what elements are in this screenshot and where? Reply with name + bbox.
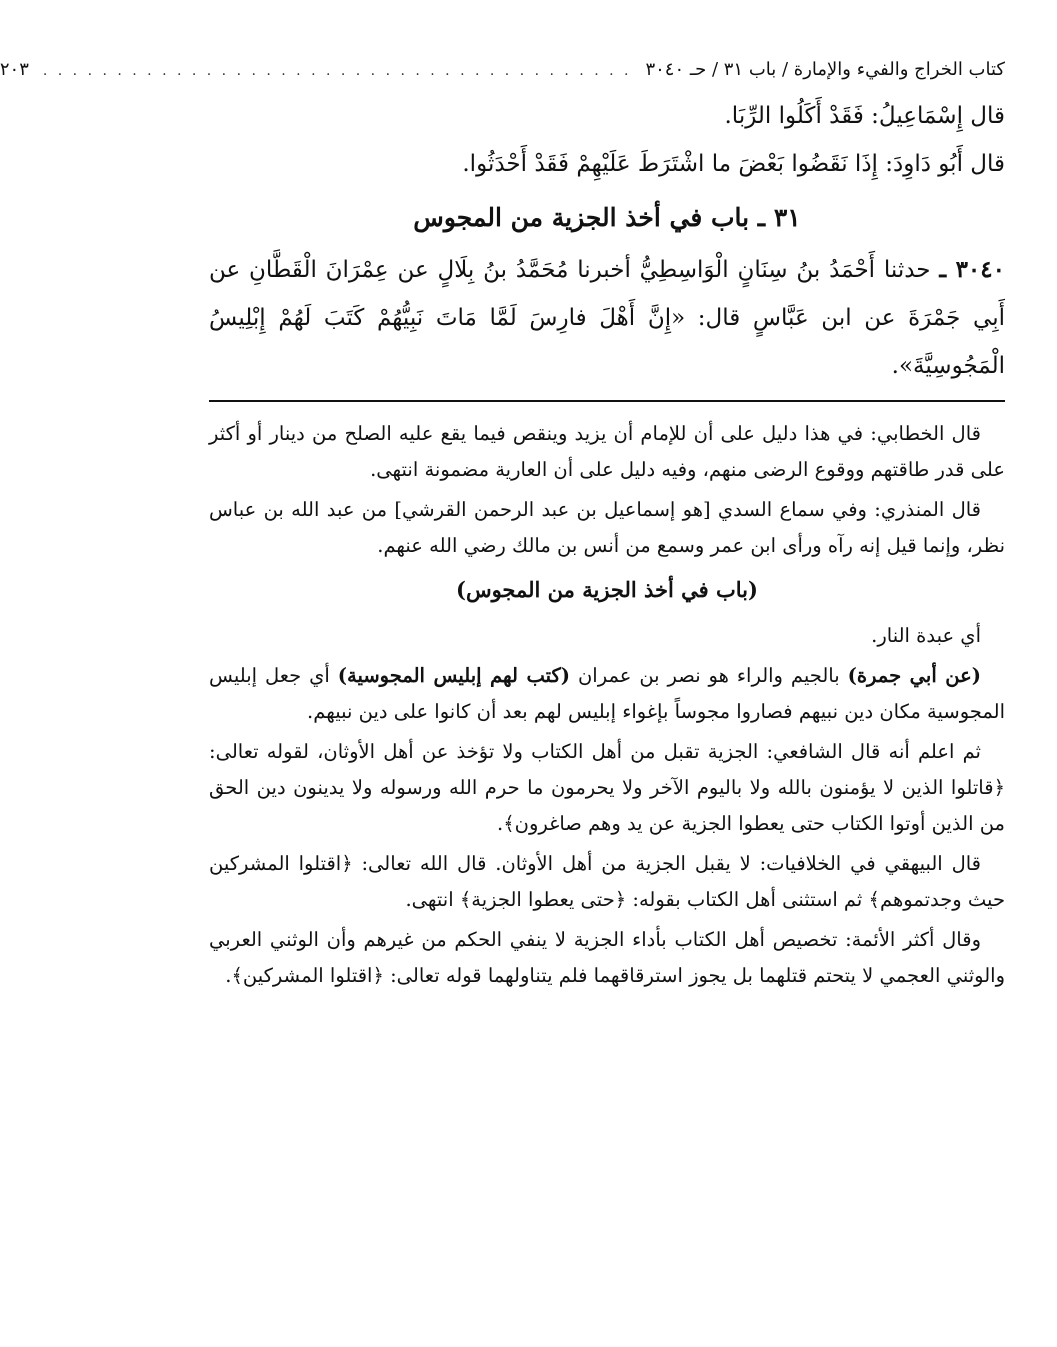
book-page — [0, 56, 1005, 998]
hadith-number: ٣٠٤٠ ـ — [939, 256, 1005, 283]
commentary-aimma: وقال أكثر الأئمة: تخصيص أهل الكتاب بأداء الجزية لا ينفي الحكم من غيرهم وأن الوثني العربي والوثني العجمي لا يتحتم قتلهما بل يجوز استرقاقهما فلم يتناولهما قوله تعالى: ﴿اقتلوا المشركين﴾. — [209, 928, 1005, 987]
hadith-body: حدثنا أَحْمَدُ بنُ سِنَانٍ الْوَاسِطِيُّ أخبرنا مُحَمَّدُ بنُ بِلَالٍ عن عِمْرَانَ الْقَطَّانِ عن أَبِي جَمْرَةَ عن ابن عَبَّاسٍ قال: «إِنَّ أَهْلَ فارِسَ لَمَّا مَاتَ نَبِيُّهُمْ كَتَبَ لَهُمْ إِبْلِيسُ الْمَجُوسِيَّةَ». — [209, 257, 1005, 379]
commentary-term-abu-jamra: (عن أبي جمرة) — [847, 664, 981, 687]
main-text-line-abu-dawud: قال أَبُو دَاوِدَ: إِذَا نَقَضُوا بَعْضَ ما اشْتَرَطَ عَلَيْهِمْ فَقَدْ أَحْدَثُوا. — [462, 151, 1005, 177]
commentary-meaning: أي عبدة النار. — [871, 624, 981, 647]
main-text-line-ismail: قال إِسْمَاعِيلُ: فَقَدْ أَكَلُوا الرِّبَا. — [724, 103, 1005, 129]
commentary-section — [209, 416, 1005, 994]
running-title: كتاب الخراج والفيء والإمارة / باب ٣١ / حـ ٣٠٤٠ — [645, 59, 1005, 80]
leader-dots: . . . . . . . . . . . . . . . . . . . . . . . . . . . . . . . . . . . . . . . . — [42, 63, 632, 79]
commentary-term-iblis: (كتب لهم إبليس المجوسية) — [337, 664, 571, 687]
commentary-abu-jamra-explanation: بالجيم والراء هو نصر بن عمران — [570, 664, 848, 687]
running-header — [0, 56, 1005, 90]
chapter-heading: ٣١ ـ باب في أخذ الجزية من المجوس — [413, 203, 801, 232]
main-text — [209, 92, 1005, 188]
commentary-bayhaqi: قال البيهقي في الخلافيات: لا يقبل الجزية من أهل الأوثان. قال الله تعالى: ﴿اقتلوا المشركين حيث وجدتموهم﴾ ثم استثنى أهل الكتاب بقوله: ﴿حتى يعطوا الجزية﴾ انتهى. — [209, 852, 1005, 911]
page-number: ٢٠٣ — [0, 59, 29, 80]
commentary-iblis-explanation: أي جعل إبليس المجوسية مكان دين نبيهم فصاروا مجوساً بإغواء إبليس لهم بعد أن كانوا على دين نبيهم. — [209, 664, 1005, 723]
commentary-section-heading: (باب في أخذ الجزية من المجوس) — [456, 577, 758, 602]
commentary-abu-jamra — [209, 658, 1005, 730]
commentary-mundhiri: قال المنذري: وفي سماع السدي [هو إسماعيل بن عبد الرحمن القرشي] من عبد الله بن عباس نظر، وإنما قيل إنه رآه ورأى ابن عمر وسمع من أنس بن مالك رضي الله عنهم. — [209, 498, 1005, 557]
commentary-khattabi: قال الخطابي: في هذا دليل على أن للإمام أن يزيد وينقص فيما يقع عليه الصلح من دينار أو أكثر على قدر طاقتهم ووقوع الرضى منهم، وفيه دليل على أن العارية مضمونة انتهى. — [209, 422, 1005, 481]
hadith-3040 — [209, 246, 1005, 390]
footnote-divider — [209, 400, 1005, 402]
commentary-shafii: ثم اعلم أنه قال الشافعي: الجزية تقبل من أهل الكتاب ولا تؤخذ عن أهل الأوثان، لقوله تعالى: ﴿قاتلوا الذين لا يؤمنون بالله ولا باليوم الآخر ولا يحرمون ما حرم الله ورسوله ولا يدينون دين الحق من الذين أوتوا الكتاب حتى يعطوا الجزية عن يد وهم صاغرون﴾. — [209, 740, 1005, 835]
